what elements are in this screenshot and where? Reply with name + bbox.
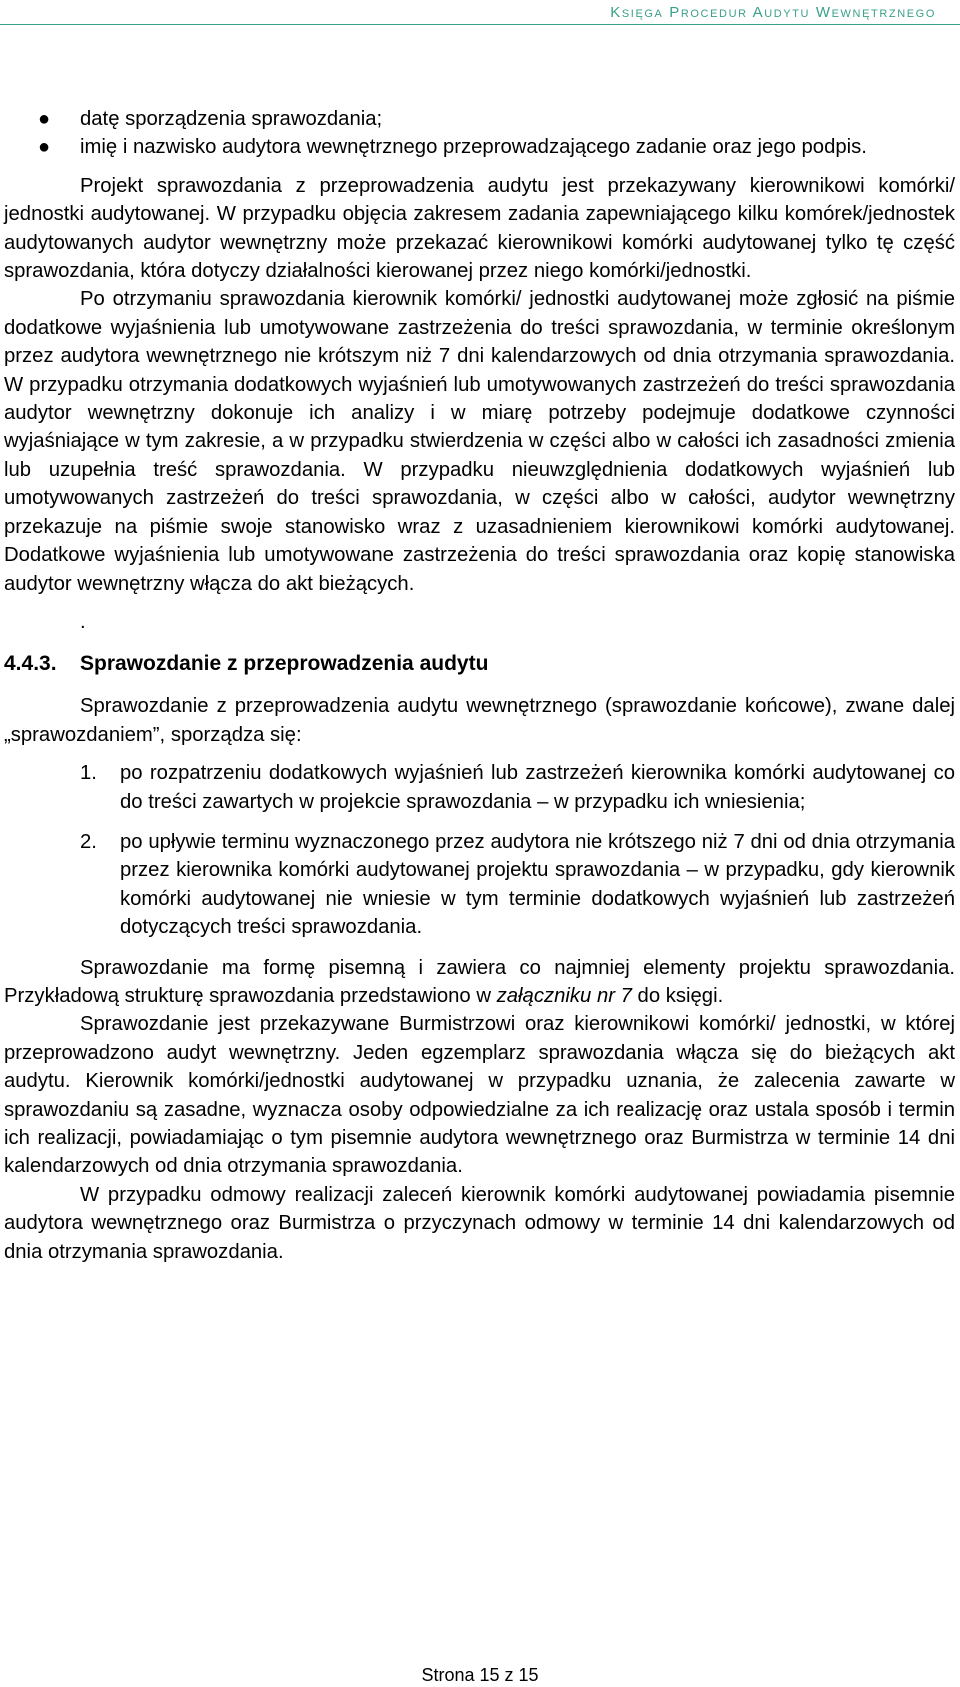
running-header <box>0 2 960 24</box>
page-number: Strona 15 z 15 <box>421 1665 539 1685</box>
list-number: 1. <box>80 762 97 785</box>
numbered-list <box>4 759 955 941</box>
bullet-list <box>4 105 955 162</box>
bullet-icon: ● <box>38 136 51 159</box>
list-number: 2. <box>80 830 97 853</box>
list-item <box>4 828 955 942</box>
list-item <box>4 133 955 161</box>
paragraph-intro: Sprawozdanie z przeprowadzenia audytu wewnętrznego (sprawozdanie końcowe), zwane dalej „sprawozdaniem”, sporządza się: <box>4 695 955 746</box>
text-segment: do księgi. <box>631 984 724 1007</box>
bullet-text: datę sporządzenia sprawozdania; <box>80 108 383 130</box>
list-item <box>4 759 955 816</box>
paragraph-draft-report: Projekt sprawozdania z przeprowadzenia audytu jest przekazywany kierownikowi komórki/ jednostki audytowanej. W przypadku objęcia zakresem zadania zapewniającego kilku komórek/jednostek audytowanych audytor wewnętrzny może przekazać kierownikowi komórki audytowanej tylko tę część sprawozdania, która dotyczy działalności kierowanej przez niego komórki/jednostki. <box>4 174 955 283</box>
stray-period: . <box>80 610 86 633</box>
section-number: 4.4.3. <box>4 651 57 675</box>
document-title: Księga Procedur Audytu Wewnętrznego <box>610 4 936 21</box>
paragraph-report-distribution: Sprawozdanie jest przekazywane Burmistrzowi oraz kierownikowi komórki/ jednostki, w której przeprowadzono audyt wewnętrzny. Jeden egzemplarz sprawozdania włącza się do bieżących akt audytu. Kierownik komórki/jednostki audytowanej w przypadku uznania, że zalecenia zawarte w sprawozdaniu są zasadne, wyznacza osoby odpowiedzialne za ich realizację oraz ustala sposób i termin ich realizacji, powiadamiając o tym pisemnie audytora wewnętrznego oraz Burmistrza w terminie 14 dni kalendarzowych od dnia otrzymania sprawozdania. <box>4 1013 955 1178</box>
bullet-text: imię i nazwisko audytora wewnętrznego przeprowadzającego zadanie oraz jego podpis. <box>80 136 867 159</box>
bullet-icon: ● <box>38 108 51 130</box>
section-heading <box>4 650 955 678</box>
list-item <box>4 105 955 133</box>
page-body <box>4 105 955 1266</box>
paragraph-report-form <box>4 954 955 1011</box>
list-text: po upływie terminu wyznaczonego przez audytora nie krótszego niż 7 dni od dnia otrzymania przez kierownika komórki audytowanej projektu sprawozdania – w przypadku, gdy kierownik komórki audytowanej nie wniesie w tym terminie dodatkowych wyjaśnień lub zastrzeżeń dotyczących treści sprawozdania. <box>120 830 955 939</box>
appendix-reference: załączniku nr 7 <box>496 984 632 1007</box>
section-title: Sprawozdanie z przeprowadzenia audytu <box>80 651 489 675</box>
paragraph-explanations: Po otrzymaniu sprawozdania kierownik komórki/ jednostki audytowanej może zgłosić na piśmie dodatkowe wyjaśnienia lub umotywowane zastrzeżenia do treści sprawozdania, w terminie określonym przez audytora wewnętrznego nie krótszym niż 7 dni kalendarzowych od dnia otrzymania sprawozdania. W przypadku otrzymania dodatkowych wyjaśnień lub umotywowanych zastrzeżeń do treści sprawozdania audytor wewnętrzny dokonuje ich analizy i w miarę potrzeby podejmuje dodatkowe czynności wyjaśniające w tym zakresie, a w przypadku stwierdzenia w części albo w całości ich zasadności zmienia lub uzupełnia treść sprawozdania. W przypadku nieuwzględnienia dodatkowych wyjaśnień lub umotywowanych zastrzeżeń do treści sprawozdania, w części albo w całości, audytor wewnętrzny przekazuje na piśmie swoje stanowisko wraz z uzasadnieniem kierownikowi komórki audytowanej. Dodatkowe wyjaśnienia lub umotywowane zastrzeżenia do treści sprawozdania oraz kopię stanowiska audytor wewnętrzny włącza do akt bieżących. <box>4 288 955 595</box>
paragraph-refusal: W przypadku odmowy realizacji zaleceń kierownik komórki audytowanej powiadamia pisemnie audytora wewnętrznego oraz Burmistrza o przyczynach odmowy w terminie 14 dni kalendarzowych od dnia otrzymania sprawozdania. <box>4 1183 955 1263</box>
list-text: po rozpatrzeniu dodatkowych wyjaśnień lub zastrzeżeń kierownika komórki audytowanej co do treści zawartych w projekcie sprawozdania – w przypadku ich wniesienia; <box>120 762 955 813</box>
text-segment: Sprawozdanie ma formę pisemną i zawiera co najmniej elementy projektu sprawozdania. Przykładową strukturę sprawozdania przedstawiono w <box>4 956 955 1007</box>
header-divider <box>0 24 960 25</box>
